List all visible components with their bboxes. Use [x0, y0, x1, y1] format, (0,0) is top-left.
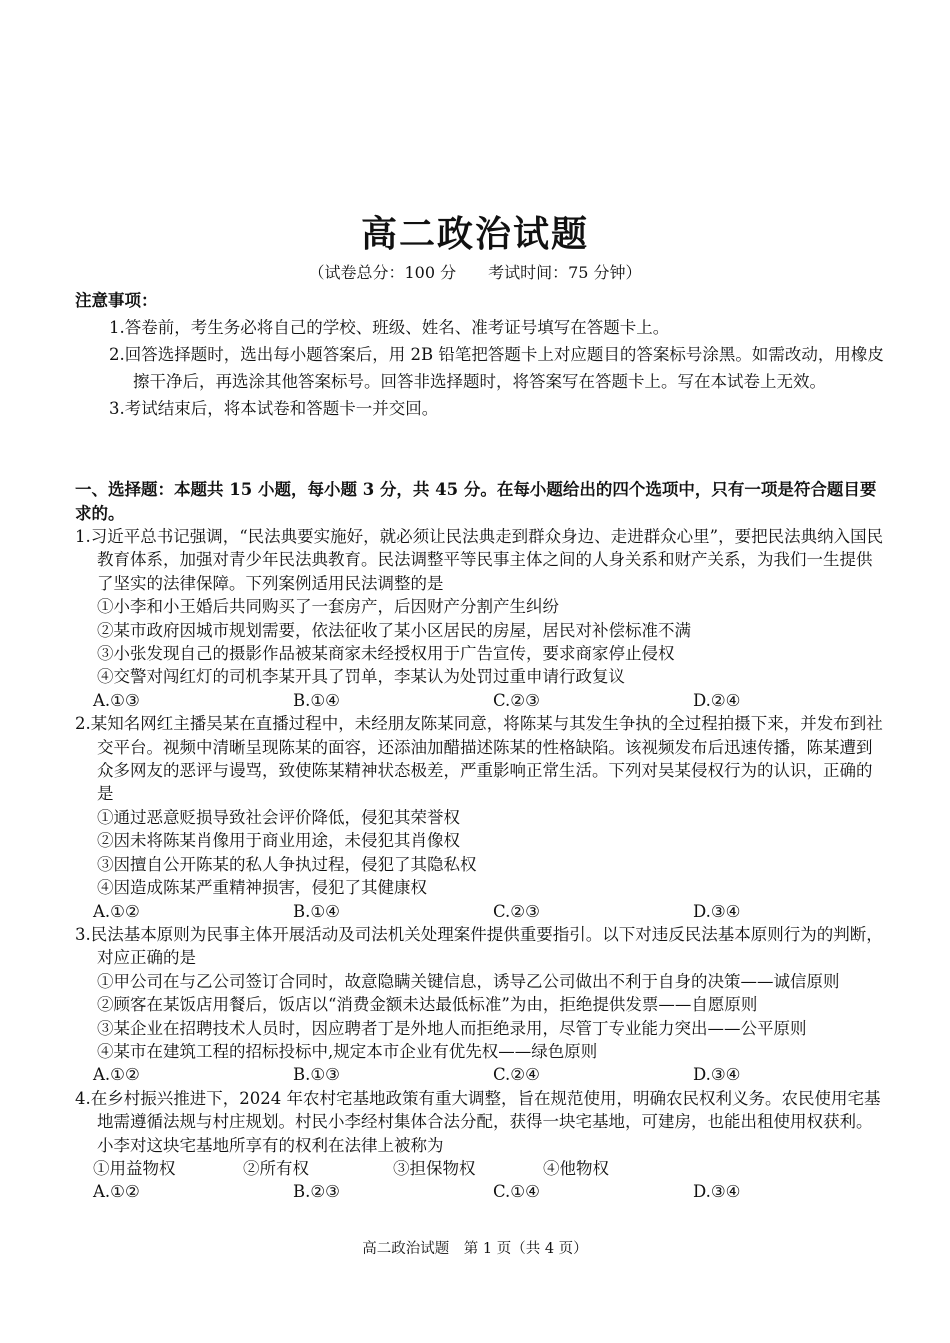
statement-option: ④因造成陈某严重精神损害，侵犯了其健康权 — [97, 878, 427, 898]
choice-a: A.①② — [93, 1065, 140, 1085]
statement-option: ③某企业在招聘技术人员时，因应聘者丁是外地人而拒绝录用，尽管丁专业能力突出——公平原则 — [97, 1018, 807, 1038]
statement-options-inline — [75, 1157, 885, 1180]
answer-choices — [75, 1063, 885, 1086]
answer-choices — [75, 1180, 885, 1203]
answer-choices — [75, 900, 885, 923]
notice-item: 3.考试结束后，将本试卷和答题卡一并交回。 — [109, 399, 439, 418]
exam-title: 高二政治试题 — [360, 213, 589, 255]
page-footer: 高二政治试题 第 1 页（共 4 页） — [362, 1241, 588, 1257]
question-2 — [75, 712, 885, 923]
exam-subtitle: （试卷总分：100 分 考试时间：75 分钟） — [308, 263, 642, 282]
statement-option: ③小张发现自己的摄影作品被某商家未经授权用于广告宣传，要求商家停止侵权 — [97, 644, 675, 664]
choice-c: C.②③ — [493, 901, 540, 921]
statement-option: ①甲公司在与乙公司签订合同时，故意隐瞒关键信息，诱导乙公司做出不利于自身的决策——诚信原则 — [97, 971, 840, 991]
choice-a: A.①② — [93, 901, 140, 921]
notice-heading: 注意事项： — [75, 291, 158, 310]
notice-block — [75, 287, 885, 422]
statement-option: ③因擅自公开陈某的私人争执过程，侵犯了其隐私权 — [97, 854, 477, 874]
choice-c: C.②③ — [493, 690, 540, 710]
statement-option: ②顾客在某饭店用餐后，饭店以“消费金额未达最低标准”为由，拒绝提供发票——自愿原则 — [97, 995, 758, 1015]
choice-d: D.③④ — [693, 1065, 741, 1085]
statement-option: ④某市在建筑工程的招标投标中,规定本市企业有优先权——绿色原则 — [97, 1041, 598, 1061]
choice-d: D.③④ — [693, 1182, 741, 1202]
statement-option: ②所有权 — [243, 1158, 309, 1178]
answer-choices — [75, 689, 885, 712]
statement-option: ④交警对闯红灯的司机李某开具了罚单，李某认为处罚过重申请行政复议 — [97, 667, 625, 687]
question-stem: 2.某知名网红主播吴某在直播过程中，未经朋友陈某同意，将陈某与其发生争执的全过程拍摄下来，并发布到社交平台。视频中清晰呈现陈某的面容，还添油加醋描述陈某的性格缺陷。该视频发布后迅速传播，陈某遭到众多网友的恶评与谩骂，致使陈某精神状态极差，严重影响正常生活。下列对吴某侵权行为的认识，正确的是 — [75, 714, 883, 804]
choice-c: C.①④ — [493, 1182, 540, 1202]
statement-option: ①用益物权 — [93, 1158, 176, 1178]
question-4 — [75, 1087, 885, 1204]
question-stem: 1.习近平总书记强调，“民法典要实施好，就必须让民法典走到群众身边、走进群众心里”，要把民法典纳入国民教育体系，加强对青少年民法典教育。民法调整平等民事主体之间的人身关系和财产关系，为我们一生提供了坚实的法律保障。下列案例适用民法调整的是 — [75, 527, 884, 593]
choice-a: A.①② — [93, 1182, 140, 1202]
statement-option: ①小李和小王婚后共同购买了一套房产，后因财产分割产生纠纷 — [97, 597, 559, 617]
statement-option: ②因未将陈某肖像用于商业用途，未侵犯其肖像权 — [97, 831, 460, 851]
choice-d: D.②④ — [693, 690, 741, 710]
question-3 — [75, 923, 885, 1087]
statement-option: ②某市政府因城市规划需要，依法征收了某小区居民的房屋，居民对补偿标准不满 — [97, 620, 691, 640]
choice-b: B.②③ — [293, 1182, 340, 1202]
choice-b: B.①③ — [293, 1065, 340, 1085]
question-1 — [75, 525, 885, 712]
choice-b: B.①④ — [293, 690, 340, 710]
question-list — [75, 525, 885, 1204]
question-stem: 4.在乡村振兴推进下，2024 年农村宅基地政策有重大调整，旨在规范使用，明确农民权利义务。农民使用宅基地需遵循法规与村庄规划。村民小李经村集体合法分配，获得一块宅基地，可建房，也能出租使用权获利。小李对这块宅基地所享有的权利在法律上被称为 — [75, 1088, 881, 1155]
statement-option: ①通过恶意贬损导致社会评价降低，侵犯其荣誉权 — [97, 807, 460, 827]
notice-item: 1.答卷前，考生务必将自己的学校、班级、姓名、准考证号填写在答题卡上。 — [109, 318, 670, 337]
statement-option: ④他物权 — [543, 1158, 609, 1178]
notice-item: 2.回答选择题时，选出每小题答案后，用 2B 铅笔把答题卡上对应题目的答案标号涂黑。如需改动，用橡皮擦干净后，再选涂其他答案标号。回答非选择题时，将答案写在答题卡上。写在本试卷上无效。 — [109, 345, 884, 391]
question-stem: 3.民法基本原则为民事主体开展活动及司法机关处理案件提供重要指引。以下对违反民法基本原则行为的判断，对应正确的是 — [75, 924, 883, 968]
choice-a: A.①③ — [93, 690, 140, 710]
statement-option: ③担保物权 — [393, 1158, 476, 1178]
choice-c: C.②④ — [493, 1065, 540, 1085]
choice-d: D.③④ — [693, 901, 741, 921]
section-heading: 一、选择题：本题共 15 小题，每小题 3 分，共 45 分。在每小题给出的四个选项中，只有一项是符合题目要求的。 — [75, 480, 877, 523]
choice-b: B.①④ — [293, 901, 340, 921]
